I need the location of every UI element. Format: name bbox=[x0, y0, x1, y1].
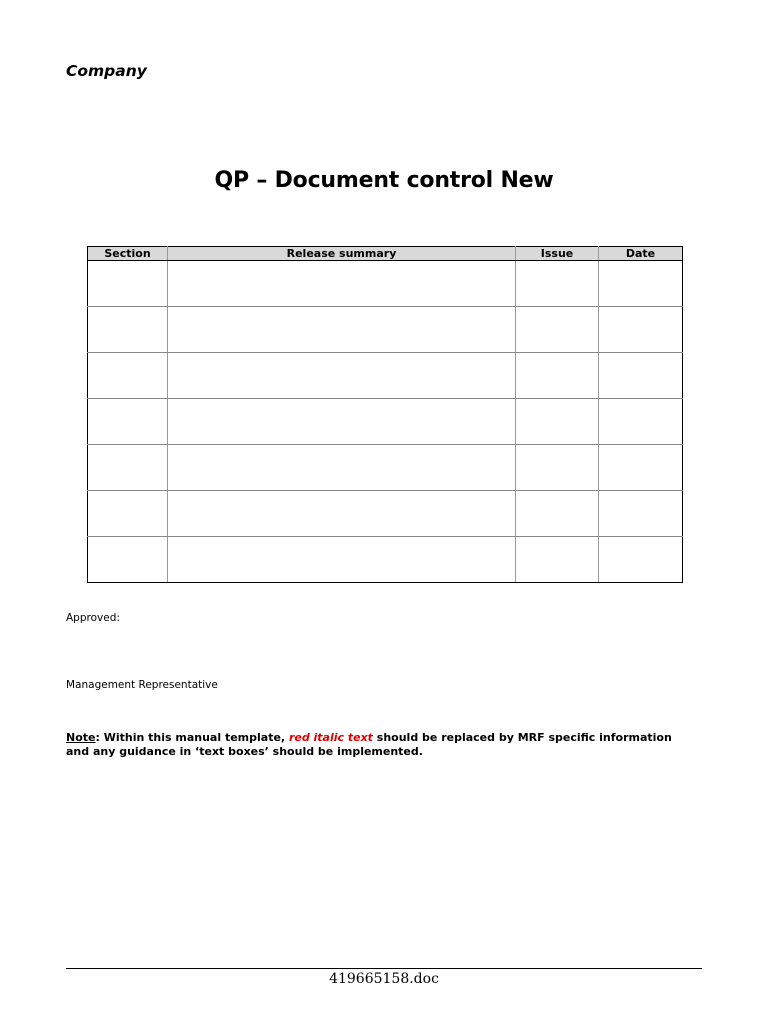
cell-section bbox=[88, 537, 168, 583]
cell-section bbox=[88, 307, 168, 353]
note-text-before: Within this manual template, bbox=[99, 731, 289, 744]
cell-date bbox=[599, 445, 683, 491]
column-header-issue: Issue bbox=[516, 247, 599, 261]
cell-date bbox=[599, 261, 683, 307]
cell-issue bbox=[516, 353, 599, 399]
note-label: Note bbox=[66, 731, 96, 744]
release-table bbox=[87, 246, 683, 583]
note-red-italic-text: red italic text bbox=[288, 731, 373, 744]
cell-release-summary bbox=[168, 353, 516, 399]
footer-filename: 419665158.doc bbox=[329, 971, 439, 987]
cell-issue bbox=[516, 261, 599, 307]
template-note bbox=[66, 731, 696, 759]
cell-issue bbox=[516, 445, 599, 491]
footer-divider bbox=[66, 968, 702, 969]
cell-release-summary bbox=[168, 491, 516, 537]
cell-release-summary bbox=[168, 307, 516, 353]
cell-date bbox=[599, 399, 683, 445]
company-name: Company bbox=[66, 62, 147, 80]
cell-issue bbox=[516, 537, 599, 583]
cell-date bbox=[599, 307, 683, 353]
cell-section bbox=[88, 353, 168, 399]
table-row bbox=[88, 353, 683, 399]
cell-section bbox=[88, 491, 168, 537]
table-row bbox=[88, 491, 683, 537]
cell-release-summary bbox=[168, 537, 516, 583]
note-text-after: should be replaced by MRF specific information and any guidance in ‘text boxes’ should be implemented. bbox=[66, 731, 672, 758]
table-row bbox=[88, 261, 683, 307]
table-row bbox=[88, 307, 683, 353]
approved-label: Approved: bbox=[66, 612, 120, 624]
document-title: QP – Document control New bbox=[214, 168, 554, 193]
cell-issue bbox=[516, 307, 599, 353]
management-representative-label: Management Representative bbox=[66, 679, 218, 691]
column-header-date: Date bbox=[599, 247, 683, 261]
table-row bbox=[88, 445, 683, 491]
cell-date bbox=[599, 353, 683, 399]
cell-release-summary bbox=[168, 261, 516, 307]
table-row bbox=[88, 537, 683, 583]
cell-date bbox=[599, 491, 683, 537]
cell-section bbox=[88, 399, 168, 445]
cell-release-summary bbox=[168, 399, 516, 445]
cell-date bbox=[599, 537, 683, 583]
cell-release-summary bbox=[168, 445, 516, 491]
table-header-row bbox=[88, 247, 683, 261]
table-row bbox=[88, 399, 683, 445]
cell-issue bbox=[516, 399, 599, 445]
column-header-section: Section bbox=[88, 247, 168, 261]
column-header-release-summary: Release summary bbox=[168, 247, 516, 261]
cell-section bbox=[88, 261, 168, 307]
cell-issue bbox=[516, 491, 599, 537]
note-colon: : bbox=[95, 731, 100, 744]
cell-section bbox=[88, 445, 168, 491]
